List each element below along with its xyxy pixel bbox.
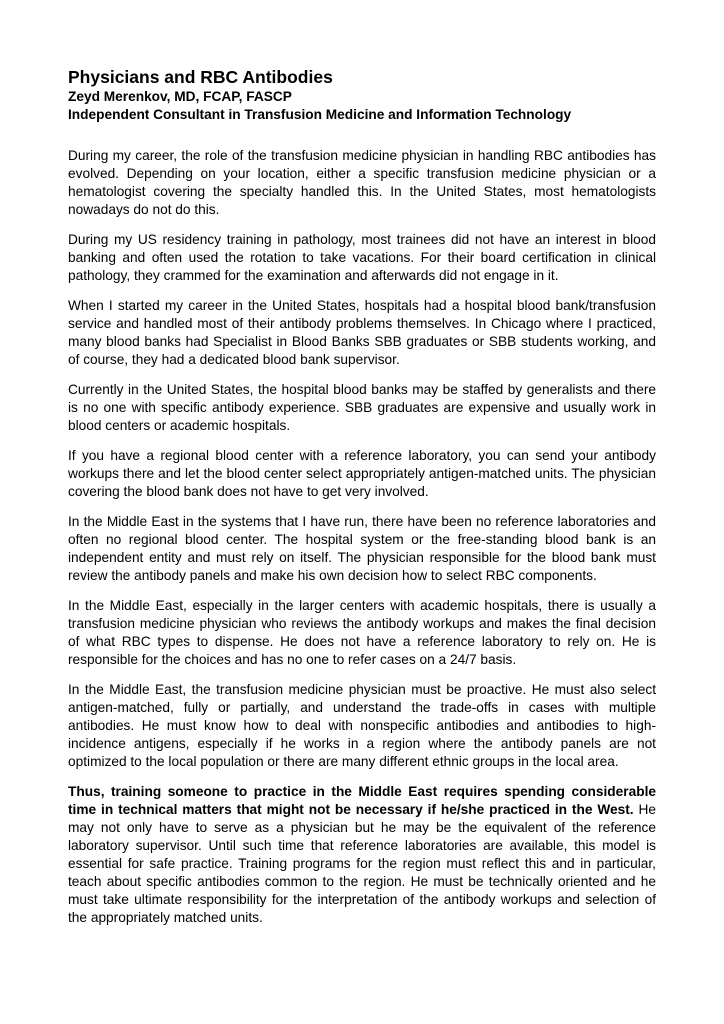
author-line: Zeyd Merenkov, MD, FCAP, FASCP <box>68 89 292 104</box>
document-body <box>68 147 656 927</box>
paragraph-8: In the Middle East, the transfusion medicine physician must be proactive. He must also select antigen-matched, fully or partially, and understand the trade-offs in cases with multiple antibodies. He must know how to deal with nonspecific antibodies and antibodies to high-incidence antigens, especially if he works in a region where the antibody panels are not optimized to the local population or there are many different ethnic groups in the local area. <box>68 682 656 769</box>
paragraph-9 <box>68 783 656 927</box>
paragraph-9-rest: He may not only have to serve as a physician but he may be the equivalent of the reference laboratory supervisor. Until such time that reference laboratories are available, this model is essential for safe practice. Training programs for the region must reflect this and in particular, teach about specific antibodies common to the region. He must be technically oriented and he must take ultimate responsibility for the interpretation of the antibody workups and selection of the appropriately matched units. <box>68 802 656 925</box>
affiliation-line: Independent Consultant in Transfusion Medicine and Information Technology <box>68 107 572 122</box>
paragraph-5: If you have a regional blood center with a reference laboratory, you can send your antibody workups there and let the blood center select appropriately antigen-matched units. The physician covering the blood bank does not have to get very involved. <box>68 448 656 499</box>
paragraph-3: When I started my career in the United States, hospitals had a hospital blood bank/transfusion service and handled most of their antibody problems themselves. In Chicago where I practiced, many blood banks had Specialist in Blood Banks SBB graduates or SBB students working, and of course, they had a dedicated blood bank supervisor. <box>68 298 656 367</box>
document-title: Physicians and RBC Antibodies <box>68 67 333 87</box>
paragraph-7: In the Middle East, especially in the larger centers with academic hospitals, there is usually a transfusion medicine physician who reviews the antibody workups and makes the final decision of what RBC types to dispense. He does not have a reference laboratory to rely on. He is responsible for the choices and has no one to refer cases on a 24/7 basis. <box>68 598 656 667</box>
paragraph-2: During my US residency training in pathology, most trainees did not have an interest in blood banking and often used the rotation to take vacations. For their board certification in clinical pathology, they crammed for the examination and afterwards did not engage in it. <box>68 232 656 283</box>
paragraph-6: In the Middle East in the systems that I have run, there have been no reference laboratories and often no regional blood center. The hospital system or the free-standing blood bank is an independent entity and must rely on itself. The physician responsible for the blood bank must review the antibody panels and make his own decision how to select RBC components. <box>68 514 656 583</box>
paragraph-9-bold-lead: Thus, training someone to practice in the Middle East requires spending considerable time in technical matters that might not be necessary if he/she practiced in the West. <box>68 784 656 817</box>
paragraph-1: During my career, the role of the transfusion medicine physician in handling RBC antibodies has evolved. Depending on your location, either a specific transfusion medicine physician or a hematologist covering the specialty handled this. In the United States, most hematologists nowadays do not do this. <box>68 148 656 217</box>
paragraph-4: Currently in the United States, the hospital blood banks may be staffed by generalists and there is no one with specific antibody experience. SBB graduates are expensive and usually work in blood centers or academic hospitals. <box>68 382 656 433</box>
